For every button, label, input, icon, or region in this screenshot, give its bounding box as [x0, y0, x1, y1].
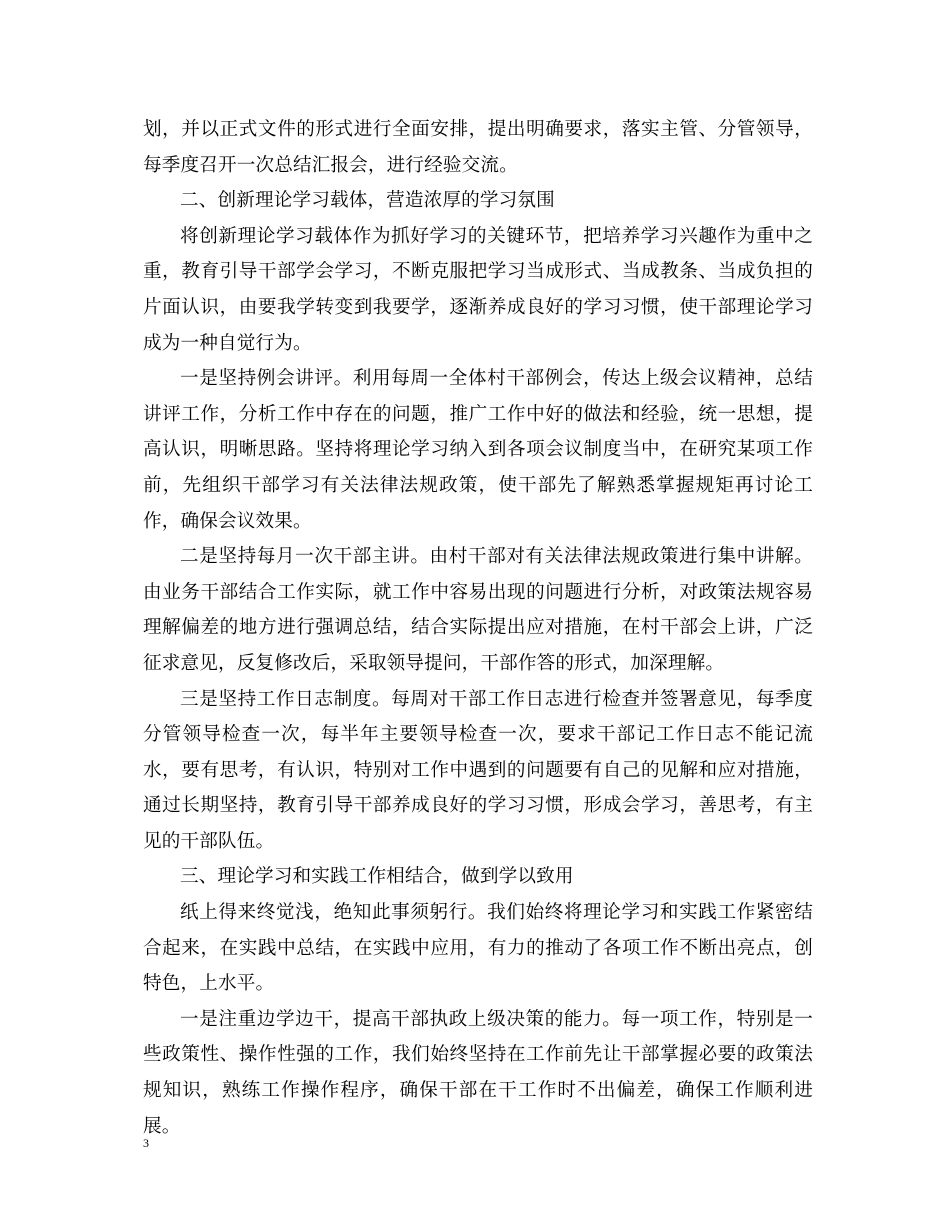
document-body [143, 112, 813, 1144]
paragraph: 二是坚持每月一次干部主讲。由村干部对有关法律法规政策进行集中讲解。由业务干部结合工作实际，就工作中容易出现的问题进行分析，对政策法规容易理解偏差的地方进行强调总结，结合实际提出应对措施，在村干部会上讲，广泛征求意见，反复修改后，采取领导提问，干部作答的形式，加深理解。 [143, 546, 813, 674]
paragraph: 三是坚持工作日志制度。每周对干部工作日志进行检查并签署意见，每季度分管领导检查一次，每半年主要领导检查一次，要求干部记工作日志不能记流水，要有思考，有认识，特别对工作中遇到的问题要有自己的见解和应对措施，通过长期坚持，教育引导干部养成良好的学习习惯，形成会学习，善思考，有主见的干部队伍。 [143, 688, 813, 852]
paragraph: 纸上得来终觉浅，绝知此事须躬行。我们始终将理论学习和实践工作紧密结合起来，在实践中总结，在实践中应用，有力的推动了各项工作不断出亮点，创特色，上水平。 [143, 902, 813, 995]
paragraph: 一是注重边学边干，提高干部执政上级决策的能力。每一项工作，特别是一些政策性、操作性强的工作，我们始终坚持在工作前先让干部掌握必要的政策法规知识，熟练工作操作程序，确保干部在干工作时不出偏差，确保工作顺利进展。 [143, 1008, 813, 1137]
paragraph: 将创新理论学习载体作为抓好学习的关键环节，把培养学习兴趣作为重中之重，教育引导干部学会学习，不断克服把学习当成形式、当成教条、当成负担的片面认识，由要我学转变到我要学，逐渐养成良好的学习习惯，使干部理论学习成为一种自觉行为。 [143, 225, 813, 354]
paragraph: 一是坚持例会讲评。利用每周一全体村干部例会，传达上级会议精神，总结讲评工作，分析工作中存在的问题，推广工作中好的做法和经验，统一思想，提高认识，明晰思路。坚持将理论学习纳入到各项会议制度当中，在研究某项工作前，先组织干部学习有关法律法规政策，使干部先了解熟悉掌握规矩再讨论工作，确保会议效果。 [143, 368, 813, 532]
section-heading-3: 三、理论学习和实践工作相结合，做到学以致用 [180, 866, 574, 888]
page-number: 3 [143, 1136, 149, 1150]
paragraph-continuation: 划，并以正式文件的形式进行全面安排，提出明确要求，落实主管、分管领导，每季度召开一次总结汇报会，进行经验交流。 [143, 119, 813, 176]
section-heading-2: 二、创新理论学习载体，营造浓厚的学习氛围 [180, 190, 555, 212]
